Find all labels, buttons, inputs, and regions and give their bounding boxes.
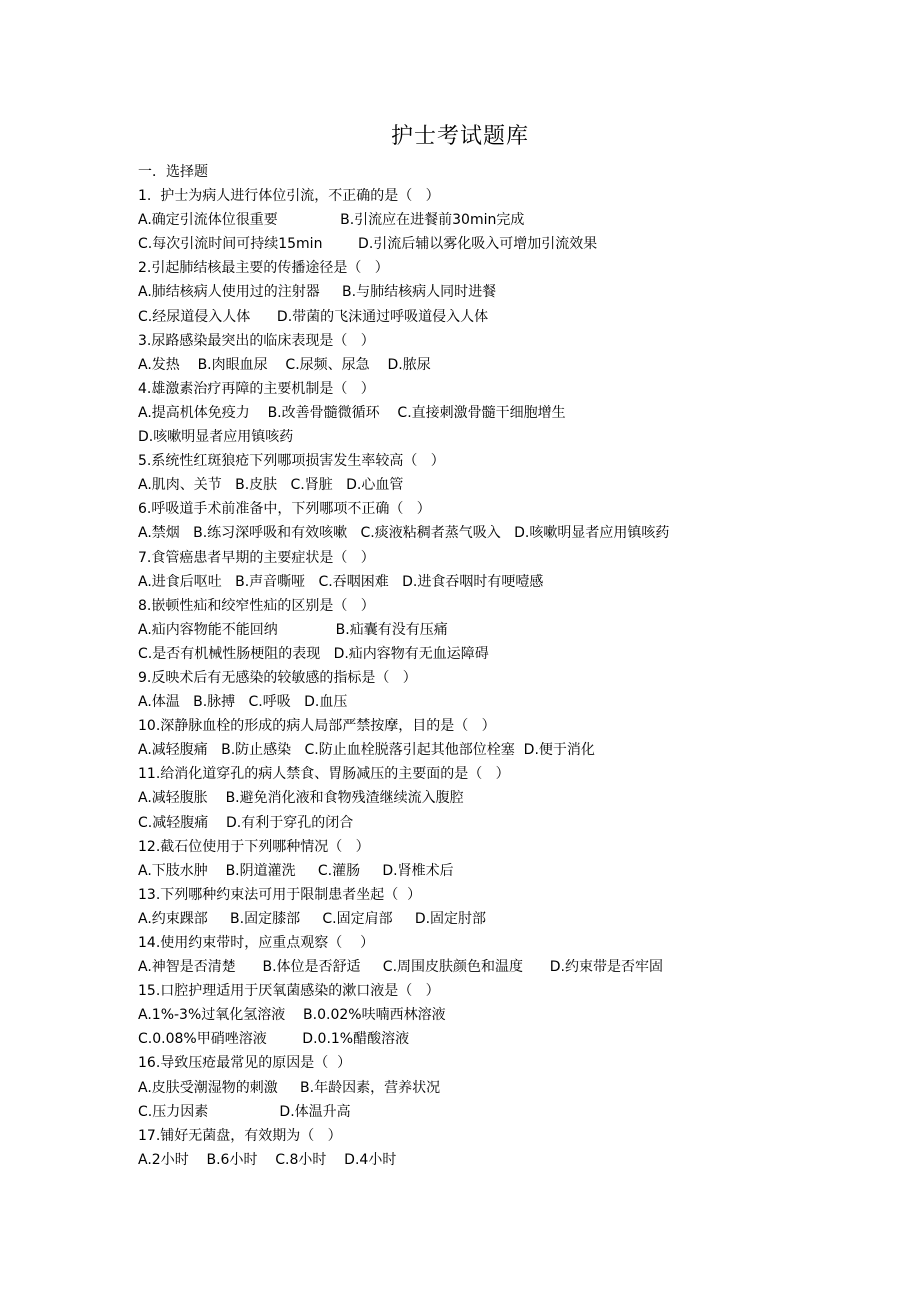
text-line: A.体温 B.脉搏 C.呼吸 D.血压	[138, 694, 348, 711]
text-line: A.减轻腹痛 B.防止感染 C.防止血栓脱落引起其他部位栓塞 D.便于消化	[138, 742, 595, 759]
text-line: 2.引起肺结核最主要的传播途径是（ ）	[138, 260, 389, 277]
text-line: C.减轻腹痛 D.有利于穿孔的闭合	[138, 814, 354, 831]
text-line: A.进食后呕吐 B.声音嘶哑 C.吞咽困难 D.进食吞咽时有哽噎感	[138, 573, 544, 590]
text-line: A.1%-3%过氧化氢溶液 B.0.02%呋喃西林溶液	[138, 1007, 446, 1024]
text-line: A.疝内容物能不能回纳 B.疝囊有没有压痛	[138, 621, 448, 638]
text-line: A.减轻腹胀 B.避免消化液和食物残渣继续流入腹腔	[138, 790, 464, 807]
text-line: 17.铺好无菌盘，有效期为（ ）	[138, 1127, 342, 1144]
text-line: 7.食管癌患者早期的主要症状是（ ）	[138, 549, 375, 566]
text-line: C.是否有机械性肠梗阻的表现 D.疝内容物有无血运障碍	[138, 645, 489, 662]
text-line: 15.口腔护理适用于厌氧菌感染的漱口液是（ ）	[138, 983, 440, 1000]
text-line: D.咳嗽明显者应用镇咳药	[138, 429, 294, 446]
text-line: 3.尿路感染最突出的临床表现是（ ）	[138, 332, 375, 349]
text-line: C.压力因素 D.体温升高	[138, 1103, 351, 1120]
text-line: C.每次引流时间可持续15min D.引流后辅以雾化吸入可增加引流效果	[138, 236, 598, 253]
text-line: 16.导致压疮最常见的原因是（ ）	[138, 1055, 352, 1072]
text-line: A.确定引流体位很重要 B.引流应在进餐前30min完成	[138, 212, 525, 229]
text-line: A.皮肤受潮湿物的刺激 B.年龄因素，营养状况	[138, 1079, 441, 1096]
question-list	[138, 160, 858, 1172]
text-line: 5.系统性红斑狼疮下列哪项损害发生率较高（ ）	[138, 453, 445, 470]
text-line: A.提高机体免疫力 B.改善骨髓微循环 C.直接刺激骨髓干细胞增生	[138, 404, 566, 421]
text-line: C.0.08%甲硝唑溶液 D.0.1%醋酸溶液	[138, 1031, 410, 1048]
text-line: 4.雄激素治疗再障的主要机制是（ ）	[138, 380, 375, 397]
text-line: 1. 护士为病人进行体位引流，不正确的是（ ）	[138, 188, 440, 205]
text-line: 10.深静脉血栓的形成的病人局部严禁按摩，目的是（ ）	[138, 718, 496, 735]
text-line: A.神智是否清楚 B.体位是否舒适 C.周围皮肤颜色和温度 D.约束带是否牢固	[138, 959, 663, 976]
page-title: 护士考试题库	[390, 124, 529, 149]
text-line: A.下肢水肿 B.阴道灌洗 C.灌肠 D.肾椎术后	[138, 862, 454, 879]
text-line: 14.使用约束带时，应重点观察（ ）	[138, 935, 375, 951]
text-line: C.经尿道侵入人体 D.带菌的飞沫通过呼吸道侵入人体	[138, 308, 489, 325]
text-line: A.约束踝部 B.固定膝部 C.固定肩部 D.固定肘部	[138, 910, 487, 927]
text-line: A.2小时 B.6小时 C.8小时 D.4小时	[138, 1151, 397, 1168]
text-line: A.禁烟 B.练习深呼吸和有效咳嗽 C.痰液粘稠者蒸气吸入 D.咳嗽明显者应用镇咳药	[138, 525, 670, 542]
text-line: A.肌肉、关节 B.皮肤 C.肾脏 D.心血管	[138, 477, 404, 494]
section-heading: 一．选择题	[138, 164, 208, 180]
text-line: 6.呼吸道手术前准备中，下列哪项不正确（ ）	[138, 501, 431, 518]
text-line: A.肺结核病人使用过的注射器 B.与肺结核病人同时进餐	[138, 284, 497, 301]
text-line: 9.反映术后有无感染的较敏感的指标是（ ）	[138, 669, 417, 686]
text-line: 12.截石位使用于下列哪种情况（ ）	[138, 838, 370, 855]
text-line: 13.下列哪种约束法可用于限制患者坐起（ ）	[138, 886, 422, 903]
text-line: 8.嵌顿性疝和绞窄性疝的区别是（ ）	[138, 597, 375, 614]
text-line: A.发热 B.肉眼血尿 C.尿频、尿急 D.脓尿	[138, 356, 431, 373]
text-line: 11.给消化道穿孔的病人禁食、胃肠减压的主要面的是（ ）	[138, 766, 510, 783]
